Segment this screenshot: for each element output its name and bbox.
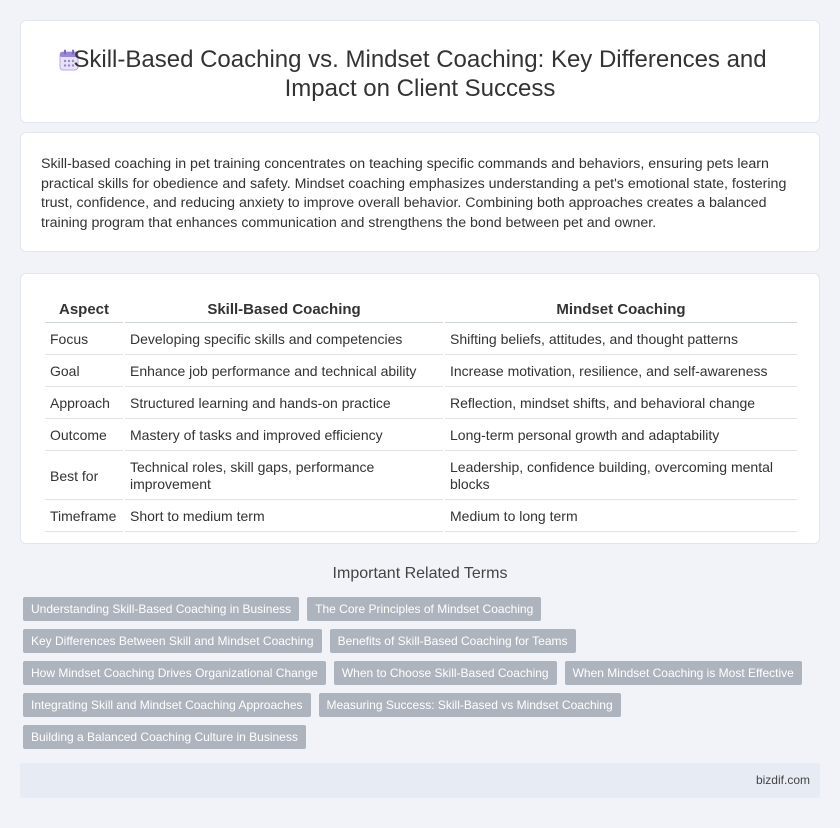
comparison-card xyxy=(20,273,820,544)
footer xyxy=(20,763,820,798)
row-aspect: Timeframe xyxy=(45,502,123,532)
intro-paragraph: Skill-based coaching in pet training concentrates on teaching specific commands and behaviors, ensuring pets learn practical skills for obedience and safety. Mindset coaching emphasizes understanding a pet's emotional state, fostering trust, confidence, and reducing anxiety to improve overall behavior. Combining both approaches creates a balanced training program that enhances communication and strengthens the bond between pet and owner. xyxy=(41,156,787,231)
related-term-tag[interactable]: Understanding Skill-Based Coaching in Business xyxy=(23,597,299,621)
header-mindset: Mindset Coaching xyxy=(445,297,797,323)
row-skill-value: Technical roles, skill gaps, performance improvement xyxy=(125,453,443,500)
row-mindset-value: Medium to long term xyxy=(445,502,797,532)
table-header-row xyxy=(45,297,797,323)
related-terms-heading: Important Related Terms xyxy=(332,565,508,582)
row-aspect: Approach xyxy=(45,389,123,419)
row-mindset-value: Leadership, confidence building, overcoming mental blocks xyxy=(445,453,797,500)
related-term-tag[interactable]: Building a Balanced Coaching Culture in Business xyxy=(23,725,306,749)
table-row xyxy=(45,453,797,500)
row-aspect: Focus xyxy=(45,325,123,355)
header-aspect: Aspect xyxy=(45,297,123,323)
row-mindset-value: Reflection, mindset shifts, and behavioral change xyxy=(445,389,797,419)
row-skill-value: Developing specific skills and competencies xyxy=(125,325,443,355)
row-skill-value: Mastery of tasks and improved efficiency xyxy=(125,421,443,451)
related-term-tag[interactable]: How Mindset Coaching Drives Organizational Change xyxy=(23,661,326,685)
related-term-tag[interactable]: Benefits of Skill-Based Coaching for Teams xyxy=(330,629,576,653)
table-row xyxy=(45,357,797,387)
row-aspect: Goal xyxy=(45,357,123,387)
table-row xyxy=(45,389,797,419)
page-title-line2: Impact on Client Success xyxy=(284,75,556,102)
intro-card xyxy=(20,132,820,252)
related-term-tag[interactable]: Integrating Skill and Mindset Coaching Approaches xyxy=(23,693,311,717)
table-row xyxy=(45,421,797,451)
related-term-tag[interactable]: When to Choose Skill-Based Coaching xyxy=(334,661,557,685)
page-title-line1: Skill-Based Coaching vs. Mindset Coaching: Key Differences and xyxy=(73,46,767,73)
related-term-tag[interactable]: The Core Principles of Mindset Coaching xyxy=(307,597,541,621)
comparison-table xyxy=(43,295,799,534)
related-term-tag[interactable]: Measuring Success: Skill-Based vs Mindset Coaching xyxy=(319,693,621,717)
row-mindset-value: Shifting beliefs, attitudes, and thought patterns xyxy=(445,325,797,355)
footer-site-link[interactable]: bizdif.com xyxy=(755,773,810,787)
row-aspect: Best for xyxy=(45,453,123,500)
related-term-tag[interactable]: Key Differences Between Skill and Mindset Coaching xyxy=(23,629,322,653)
row-skill-value: Short to medium term xyxy=(125,502,443,532)
page-title xyxy=(21,45,819,103)
row-skill-value: Enhance job performance and technical ability xyxy=(125,357,443,387)
table-row xyxy=(45,502,797,532)
header-card xyxy=(20,20,820,123)
header-skill-based: Skill-Based Coaching xyxy=(125,297,443,323)
table-row xyxy=(45,325,797,355)
related-term-tag[interactable]: When Mindset Coaching is Most Effective xyxy=(565,661,802,685)
row-skill-value: Structured learning and hands-on practice xyxy=(125,389,443,419)
row-mindset-value: Increase motivation, resilience, and self-awareness xyxy=(445,357,797,387)
row-aspect: Outcome xyxy=(45,421,123,451)
row-mindset-value: Long-term personal growth and adaptability xyxy=(445,421,797,451)
related-terms-list xyxy=(23,597,813,757)
